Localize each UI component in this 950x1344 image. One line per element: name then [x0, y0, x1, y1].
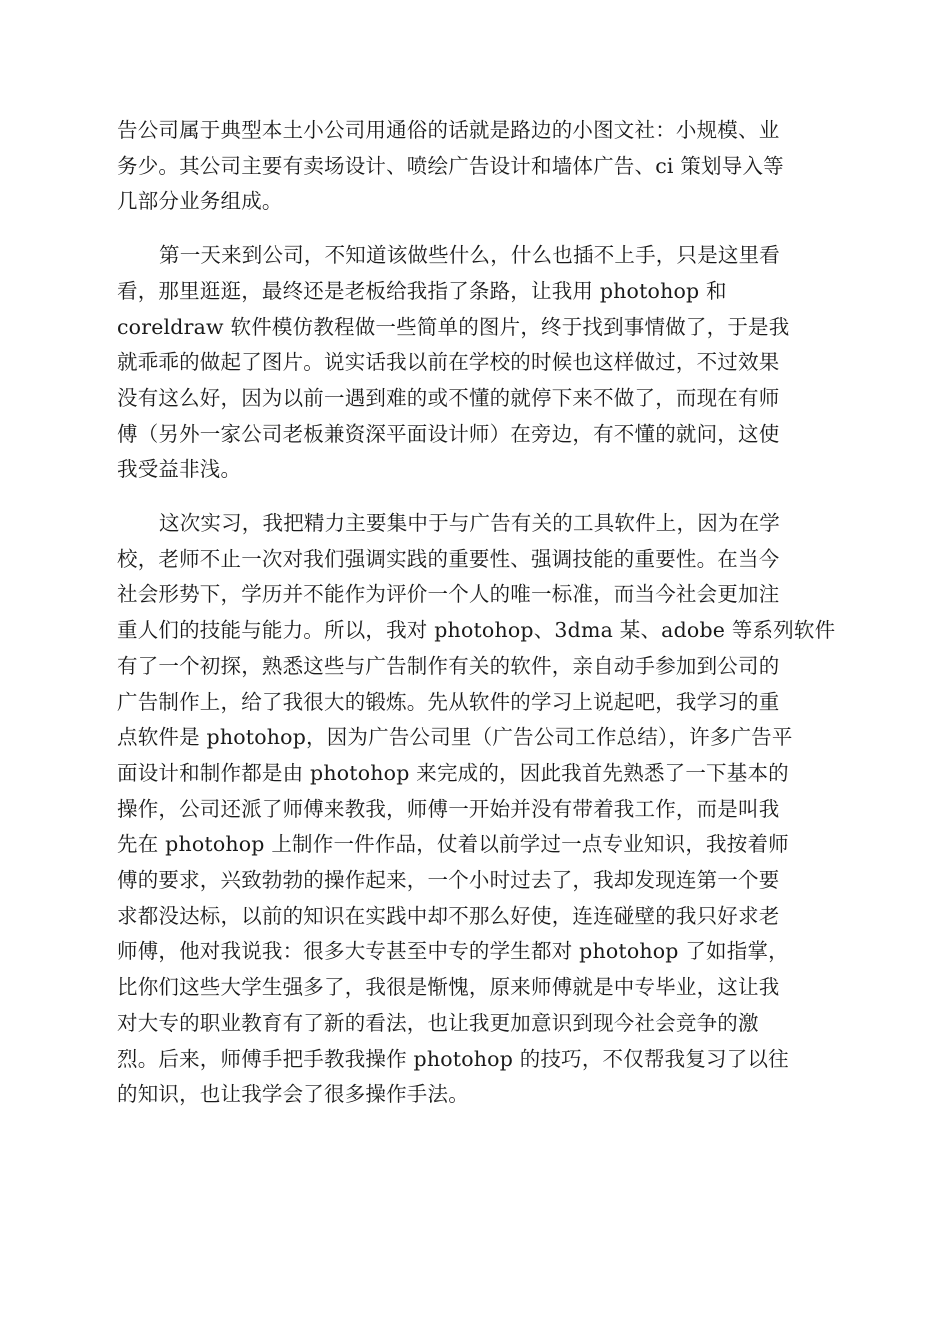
text-line: 傅（另外一家公司老板兼资深平面设计师）在旁边，有不懂的就问，这使 [117, 421, 780, 446]
text-line: 没有这么好，因为以前一遇到难的或不懂的就停下来不做了，而现在有师 [117, 385, 780, 410]
text-line: 有了一个初探，熟悉这些与广告制作有关的软件，亲自动手参加到公司的 [117, 653, 780, 678]
text-line: 告公司属于典型本土小公司用通俗的话就是路边的小图文社：小规模、业 [117, 118, 780, 142]
text-line: 第一天来到公司，不知道该做些什么，什么也插不上手，只是这里看 [159, 243, 780, 268]
text-line: 这次实习，我把精力主要集中于与广告有关的工具软件上，因为在学 [159, 511, 780, 536]
text-line: 社会形势下，学历并不能作为评价一个人的唯一标准，而当今社会更加注 [117, 582, 780, 607]
text-line: 傅的要求，兴致勃勃的操作起来，一个小时过去了，我却发现连第一个要 [117, 868, 780, 893]
text-line: 烈。后来，师傅手把手教我操作 photohop 的技巧，不仅帮我复习了以往 [117, 1046, 789, 1071]
text-line: 比你们这些大学生强多了，我很是惭愧，原来师傅就是中专毕业，这让我 [117, 975, 780, 1000]
text-line: 重人们的技能与能力。所以，我对 photohop、3dma 某、adobe 等系列软件 [117, 618, 835, 643]
paragraph-3 [117, 506, 835, 1113]
text-line: 就乖乖的做起了图片。说实话我以前在学校的时候也这样做过，不过效果 [117, 350, 780, 375]
text-line: 广告制作上，给了我很大的锻炼。先从软件的学习上说起吧，我学习的重 [117, 689, 780, 714]
text-line: 师傅，他对我说我：很多大专甚至中专的学生都对 photohop 了如指掌， [117, 939, 789, 964]
text-line: 我受益非浅。 [117, 457, 242, 482]
text-line: 先在 photohop 上制作一件作品，仗着以前学过一点专业知识，我按着师 [117, 832, 789, 857]
document-page [117, 113, 835, 1131]
text-line: 点软件是 photohop，因为广告公司里（广告公司工作总结），许多广告平 [117, 725, 793, 750]
text-line: 对大专的职业教育有了新的看法，也让我更加意识到现今社会竞争的激 [117, 1010, 759, 1035]
text-line: 校，老师不止一次对我们强调实践的重要性、强调技能的重要性。在当今 [117, 546, 780, 571]
paragraph-2 [117, 238, 835, 488]
text-line: 务少。其公司主要有卖场设计、喷绘广告设计和墙体广告、ci 策划导入等 [117, 153, 784, 178]
text-line: 几部分业务组成。 [117, 189, 283, 214]
text-line: 操作，公司还派了师傅来教我，师傅一开始并没有带着我工作，而是叫我 [117, 796, 780, 821]
text-line: 面设计和制作都是由 photohop 来完成的，因此我首先熟悉了一下基本的 [117, 760, 789, 785]
paragraph-1 [117, 113, 835, 220]
text-line: 求都没达标，以前的知识在实践中却不那么好使，连连碰壁的我只好求老 [117, 903, 780, 928]
text-line: 看，那里逛逛，最终还是老板给我指了条路，让我用 photohop 和 [117, 278, 727, 303]
text-line: 的知识，也让我学会了很多操作手法。 [117, 1082, 469, 1107]
text-line: coreldraw 软件模仿教程做一些简单的图片，终于找到事情做了，于是我 [117, 314, 790, 339]
